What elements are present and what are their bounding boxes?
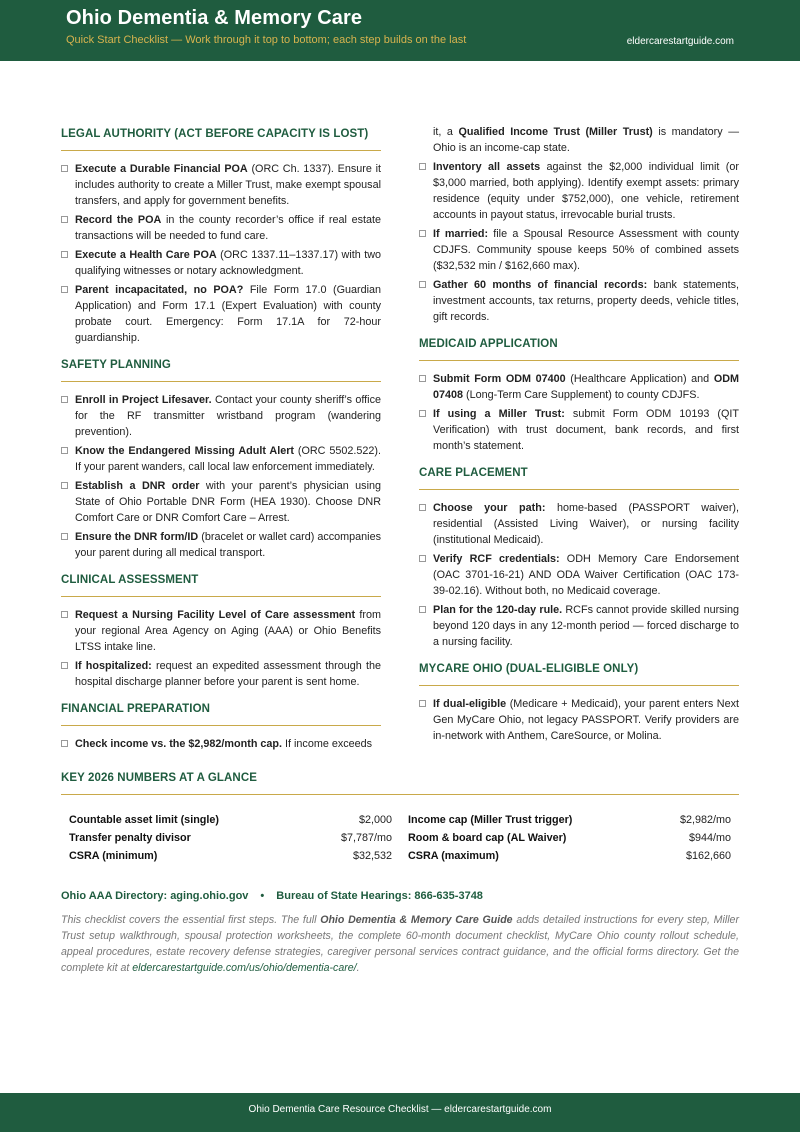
checklist-item[interactable]: Gather 60 months of financial records: bank statements, investment accounts, tax returns, property deeds, vehicle titles, gift records. [419,277,739,325]
page-subtitle: Quick Start Checklist — Work through it top to bottom; each step builds on the last [66,34,467,46]
checkbox-icon[interactable] [419,700,426,707]
checkbox-icon[interactable] [419,281,426,288]
checklist-item[interactable]: If married: file a Spousal Resource Assessment with county CDJFS. Community spouse keeps 50% of combined assets ($32,532 min / $162,660 max). [419,226,739,274]
key-number-row: Room & board cap (AL Waiver) $944/mo [408,832,731,844]
checklist-item[interactable]: If hospitalized: request an expedited assessment through the hospital discharge planner before your parent is sent home. [61,658,381,690]
checklist-item[interactable]: Check income vs. the $2,982/month cap. If income exceeds [61,736,381,752]
checklist-item[interactable]: Record the POA in the county recorder’s office if real estate transactions will be needed to fund care. [61,212,381,244]
checklist-item[interactable]: Choose your path: home-based (PASSPORT waiver), residential (Assisted Living Waiver), or nursing facility (institutional Medicaid). [419,500,739,548]
checkbox-icon[interactable] [61,286,68,293]
checklist-item[interactable]: Know the Endangered Missing Adult Alert (ORC 5502.522). If your parent wanders, call local law enforcement immediately. [61,443,381,475]
checklist-item[interactable]: Execute a Health Care POA (ORC 1337.11–1337.17) with two qualifying witnesses or notary acknowledgment. [61,247,381,279]
checklist-item[interactable]: Execute a Durable Financial POA (ORC Ch. 1337). Ensure it includes authority to create a Miller Trust, make exempt spousal transfers, and apply for government benefits. [61,161,381,209]
guide-note: This checklist covers the essential first steps. The full Ohio Dementia & Memory Care Guide adds detailed instructions for every step, Miller Trust setup walkthrough, spousal protection worksheets, the complete 60-month document checklist, MyCare Ohio county rollout schedule, appeal procedures, estate recovery defense strategies, caregiver personal services contract guidance, and the official forms directory. Get the complete kit at eldercarestartguide.com/us/ohio/dementia-care/. [61,914,739,974]
checkbox-icon[interactable] [61,740,68,747]
checklist-item[interactable]: If dual-eligible (Medicare + Medicaid), your parent enters Next Gen MyCare Ohio, not legacy PASSPORT. Verify providers are in-network with Anthem, CareSource, or Molina. [419,696,739,744]
key-numbers-table [61,811,739,867]
section-title-medicaid: MEDICAID APPLICATION [419,338,739,361]
key-number-row: Countable asset limit (single) $2,000 [69,814,392,826]
page-footer [0,1093,800,1132]
page-header [0,0,800,61]
legal-list [61,161,381,346]
checklist-item[interactable]: Verify RCF credentials: ODH Memory Care Endorsement (OAC 3701-16-21) AND ODA Waiver Certification (OAC 173-39-02.16). Without both, no Medicaid coverage. [419,551,739,599]
key-number-row: CSRA (maximum) $162,660 [408,850,731,862]
financial-list-continued [419,159,739,325]
section-title-safety: SAFETY PLANNING [61,359,381,382]
safety-list [61,392,381,561]
section-title-clinical: CLINICAL ASSESSMENT [61,574,381,597]
checklist-item[interactable]: Submit Form ODM 07400 (Healthcare Application) and ODM 07408 (Long-Term Care Supplement) to county CDJFS. [419,371,739,403]
clinical-list [61,607,381,690]
section-title-mycare: MYCARE OHIO (DUAL-ELIGIBLE ONLY) [419,663,739,686]
medicaid-list [419,371,739,454]
checkbox-icon[interactable] [61,251,68,258]
section-title-placement: CARE PLACEMENT [419,467,739,490]
checkbox-icon[interactable] [419,555,426,562]
checkbox-icon[interactable] [61,482,68,489]
checkbox-icon[interactable] [419,410,426,417]
checkbox-icon[interactable] [61,165,68,172]
checklist-item-continuation: it, a Qualified Income Trust (Miller Trust) is mandatory — Ohio is an income-cap state. [433,126,739,154]
page-title: Ohio Dementia & Memory Care [66,7,363,29]
checklist-item[interactable]: Ensure the DNR form/ID (bracelet or wallet card) accompanies your parent during all medical transport. [61,529,381,561]
checkbox-icon[interactable] [419,504,426,511]
contact-directory [61,890,739,902]
footer-text: Ohio Dementia Care Resource Checklist — eldercarestartguide.com [248,1104,552,1115]
checkbox-icon[interactable] [61,662,68,669]
checklist-item[interactable]: Enroll in Project Lifesaver. Contact your county sheriff’s office for the RF transmitter wristband program (wandering prevention). [61,392,381,440]
checkbox-icon[interactable] [61,216,68,223]
right-column [419,124,739,747]
checklist-item[interactable]: If using a Miller Trust: submit Form ODM 10193 (QIT Verification) with trust document, bank records, and first month’s statement. [419,406,739,454]
checkbox-icon[interactable] [61,533,68,540]
site-url[interactable]: eldercarestartguide.com [626,36,734,47]
section-title-financial: FINANCIAL PREPARATION [61,703,381,726]
aaa-directory-link[interactable]: Ohio AAA Directory: aging.ohio.gov [61,890,249,902]
financial-list [61,736,381,752]
checklist-item[interactable]: Inventory all assets against the $2,000 individual limit (or $3,000 married, both applying). Identify exempt assets: primary residence (equity under $752,000), one vehicle, retirement accounts in payout status, irrevocable burial trusts. [419,159,739,223]
checklist-item[interactable]: Request a Nursing Facility Level of Care assessment from your regional Area Agency on Aging (AAA) or Ohio Benefits LTSS intake line. [61,607,381,655]
checkbox-icon[interactable] [61,611,68,618]
checkbox-icon[interactable] [419,375,426,382]
checklist-item[interactable]: Plan for the 120-day rule. RCFs cannot provide skilled nursing beyond 120 days in any 12-month period — forced discharge to a nursing facility. [419,602,739,650]
checklist-item[interactable]: Parent incapacitated, no POA? File Form 17.0 (Guardian Application) and Form 17.1 (Expert Evaluation) with county probate court. Emergency: Form 17.1A for 72-hour guardianship. [61,282,381,346]
checkbox-icon[interactable] [419,163,426,170]
key-number-row: CSRA (minimum) $32,532 [69,850,392,862]
guide-link[interactable]: eldercarestartguide.com/us/ohio/dementia-care/ [132,962,357,974]
key-number-row: Income cap (Miller Trust trigger) $2,982/mo [408,814,731,826]
left-column [61,124,381,755]
checkbox-icon[interactable] [419,230,426,237]
section-title-key-numbers: KEY 2026 NUMBERS AT A GLANCE [61,772,739,795]
checkbox-icon[interactable] [61,447,68,454]
placement-list [419,500,739,650]
checklist-item[interactable]: Establish a DNR order with your parent’s physician using State of Ohio Portable DNR Form (HEA 1930). Choose DNR Comfort Care or DNR Comfort Care – Arrest. [61,478,381,526]
checkbox-icon[interactable] [419,606,426,613]
bullet-separator: • [260,890,265,902]
section-title-legal: LEGAL AUTHORITY (ACT BEFORE CAPACITY IS LOST) [61,128,381,151]
mycare-list [419,696,739,744]
guide-name: Ohio Dementia & Memory Care Guide [320,914,513,926]
key-numbers [61,772,739,867]
key-number-row: Transfer penalty divisor $7,787/mo [69,832,392,844]
checkbox-icon[interactable] [61,396,68,403]
state-hearings-phone[interactable]: Bureau of State Hearings: 866-635-3748 [276,890,483,902]
